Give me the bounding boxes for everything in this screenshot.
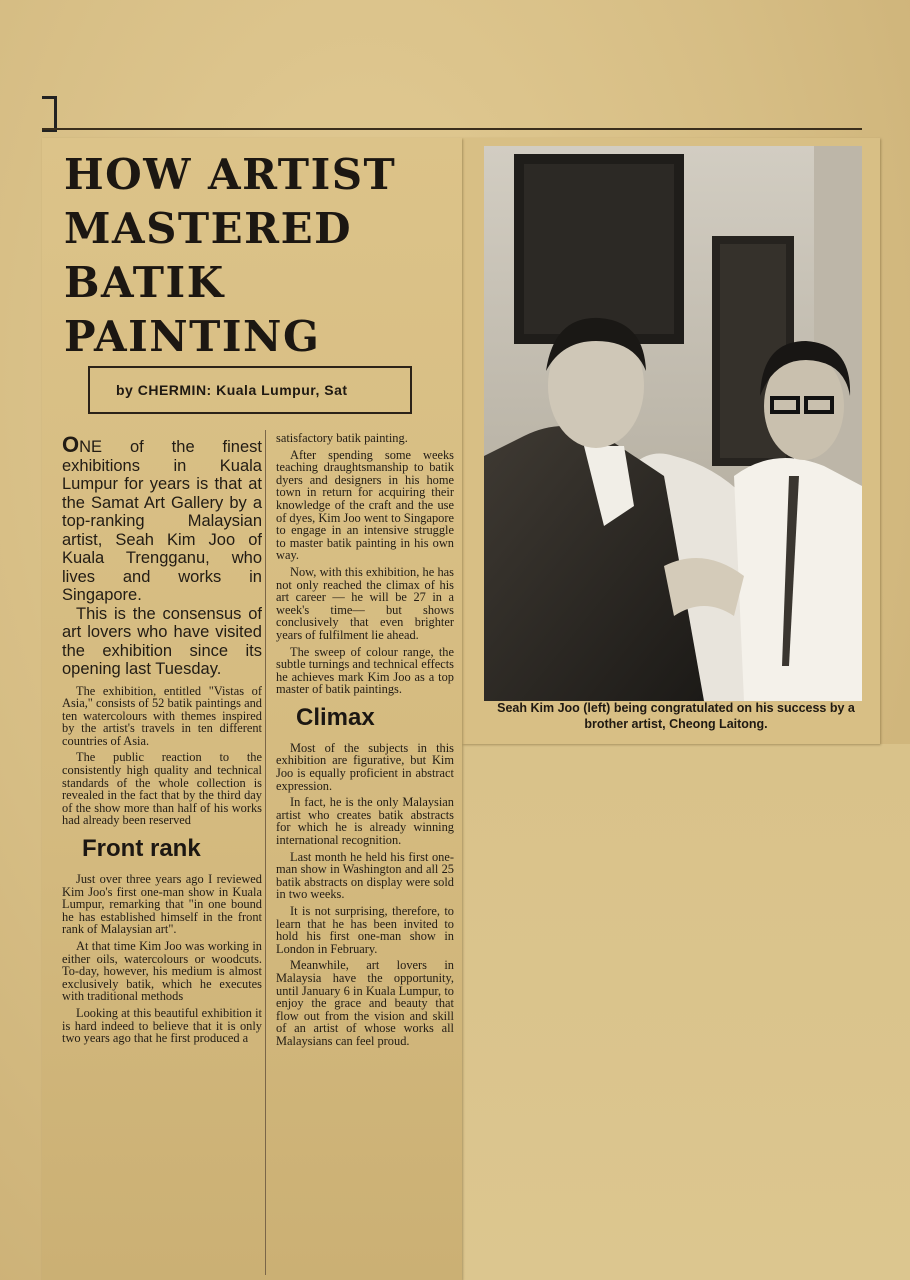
headline bbox=[64, 148, 444, 364]
paragraph: The public reaction to the consistently high quality and technical standards of the whole collection is revealed in the fact that by the third day of the show more than half of his works had already been reserved bbox=[62, 750, 262, 828]
lead-text: NE of the finest exhibitions in Kuala Lumpur for years is that at the Samat Art Gallery by a top-ranking Malaysian artist, Seah Kim Joo of Kuala Trengganu, who lives and works in Singapore. bbox=[62, 438, 262, 604]
paragraph: Just over three years ago I reviewed Kim Joo's first one-man show in Kuala Lumpur, remarking that "in one bound he has established himself in the front rank of Malaysian art". bbox=[62, 872, 262, 937]
photo-caption: Seah Kim Joo (left) being congratulated on his success by a brother artist, Cheong Laitong. bbox=[497, 701, 855, 731]
article-column-2 bbox=[276, 432, 454, 1052]
paragraph: Now, with this exhibition, he has not only reached the climax of his art career — he will be 27 in a week's time— but shows conclusively that even brighter years of fulfilment lie ahead. bbox=[276, 564, 454, 642]
news-photo bbox=[484, 146, 862, 701]
paragraph: satisfactory batik painting. bbox=[276, 431, 408, 445]
lead-paragraph bbox=[62, 432, 262, 605]
paragraph: Last month he held his first one-man show in Washington and all 25 batik abstracts on display were sold in two weeks. bbox=[276, 849, 454, 902]
paragraph: This is the consensus of art lovers who have visited the exhibition since its opening last Tuesday. bbox=[62, 604, 262, 678]
painting-left-inner bbox=[524, 164, 674, 334]
column-top-rule bbox=[42, 128, 862, 130]
photo-illustration bbox=[484, 146, 862, 701]
paragraph: After spending some weeks teaching draughtsmanship to batik dyers and designers in his home town in return for acquiring their knowledge of the craft and the use of dyes, Kim Joo went to Singapore to engage in an intensive struggle to master batik painting in his own way. bbox=[276, 447, 454, 563]
blank-page-area bbox=[462, 744, 910, 1280]
column-divider bbox=[265, 430, 266, 1275]
paragraph: In fact, he is the only Malaysian artist who creates batik abstracts for which he is already winning international recognition. bbox=[276, 795, 454, 848]
headline-line: MASTERED bbox=[64, 204, 353, 253]
headline-line: BATIK bbox=[64, 258, 225, 307]
paragraph: The exhibition, entitled "Vistas of Asia," consists of 52 batik paintings and ten watercolours with themes inspired by the artist's travels in ten different countries of Asia. bbox=[62, 683, 262, 748]
paragraph: It is not surprising, therefore, to learn that he has been invited to hold his first one-man show in London in February. bbox=[276, 904, 454, 956]
article-column-1 bbox=[62, 432, 262, 1049]
subhead-front-rank: Front rank bbox=[82, 835, 201, 863]
paragraph: At that time Kim Joo was working in either oils, watercolours or woodcuts. To-day, however, his medium is almost exclusively batik, which he executes with traditional methods bbox=[62, 939, 262, 1004]
headline-line: PAINTING bbox=[64, 312, 321, 361]
paragraph: The sweep of colour range, the subtle turnings and technical effects he achieves mark Kim Joo as a top master of batik paintings. bbox=[276, 644, 455, 697]
byline bbox=[88, 366, 412, 414]
paragraph: Meanwhile, art lovers in Malaysia have the opportunity, until January 6 in Kuala Lumpur, to enjoy the grace and beauty that flow out from the vision and skill of an artist of whose works all Malaysians can feel proud. bbox=[276, 958, 454, 1048]
byline-text: by CHERMIN: Kuala Lumpur, Sat bbox=[116, 382, 348, 398]
paragraph: Looking at this beautiful exhibition it is hard indeed to believe that it is only two years ago that he first produced a bbox=[62, 1005, 262, 1046]
corner-bracket-mark bbox=[42, 96, 57, 132]
headline-line: HOW ARTIST bbox=[64, 150, 397, 199]
paragraph: Most of the subjects in this exhibition are figurative, but Kim Joo is equally proficient in abstract expression. bbox=[276, 740, 454, 793]
subhead-climax: Climax bbox=[296, 703, 375, 731]
drop-cap: O bbox=[62, 432, 80, 457]
